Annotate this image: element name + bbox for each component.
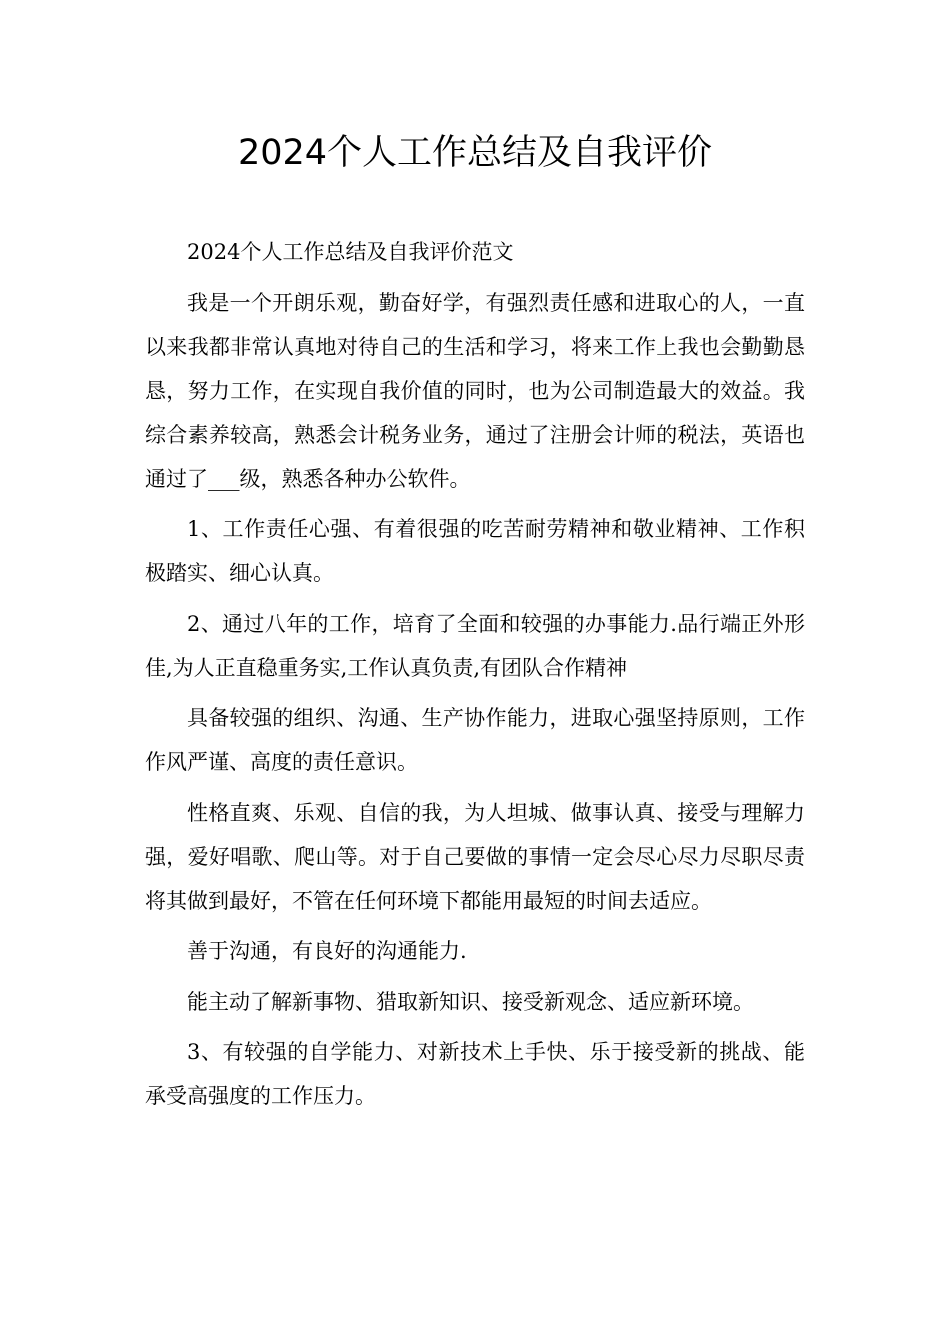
paragraph-personality: 性格直爽、乐观、自信的我，为人坦城、做事认真、接受与理解力强，爱好唱歌、爬山等。对于自己要做的事情一定会尽心尽力尽职尽责将其做到最好，不管在任何环境下都能用最短的时间去适应。 — [145, 800, 805, 913]
paragraph-point-2: 2、通过八年的工作，培育了全面和较强的办事能力.品行端正外形佳,为人正直稳重务实,工作认真负责,有团队合作精神 — [145, 611, 805, 680]
paragraph-point-1: 1、工作责任心强、有着很强的吃苦耐劳精神和敬业精神、工作积极踏实、细心认真。 — [145, 517, 805, 585]
paragraph-point-3: 3、有较强的自学能力、对新技术上手快、乐于接受新的挑战、能承受高强度的工作压力。 — [145, 1040, 805, 1108]
document-body — [145, 230, 805, 1125]
paragraph-subtitle: 2024个人工作总结及自我评价范文 — [187, 240, 514, 264]
paragraph-intro: 我是一个开朗乐观，勤奋好学，有强烈责任感和进取心的人，一直以来我都非常认真地对待自己的生活和学习，将来工作上我也会勤勤恳恳，努力工作，在实现自我价值的同时，也为公司制造最大的效益。我综合素养较高，熟悉会计税务业务，通过了注册会计师的税法，英语也通过了___级，熟悉各种办公软件。 — [145, 290, 805, 491]
document-title: 2024个人工作总结及自我评价 — [237, 133, 713, 173]
paragraph-learning: 能主动了解新事物、猎取新知识、接受新观念、适应新环境。 — [187, 989, 754, 1014]
paragraph-communication: 善于沟通，有良好的沟通能力. — [187, 939, 467, 963]
paragraph-abilities: 具备较强的组织、沟通、生产协作能力，进取心强坚持原则，工作作风严谨、高度的责任意识。 — [145, 706, 805, 774]
